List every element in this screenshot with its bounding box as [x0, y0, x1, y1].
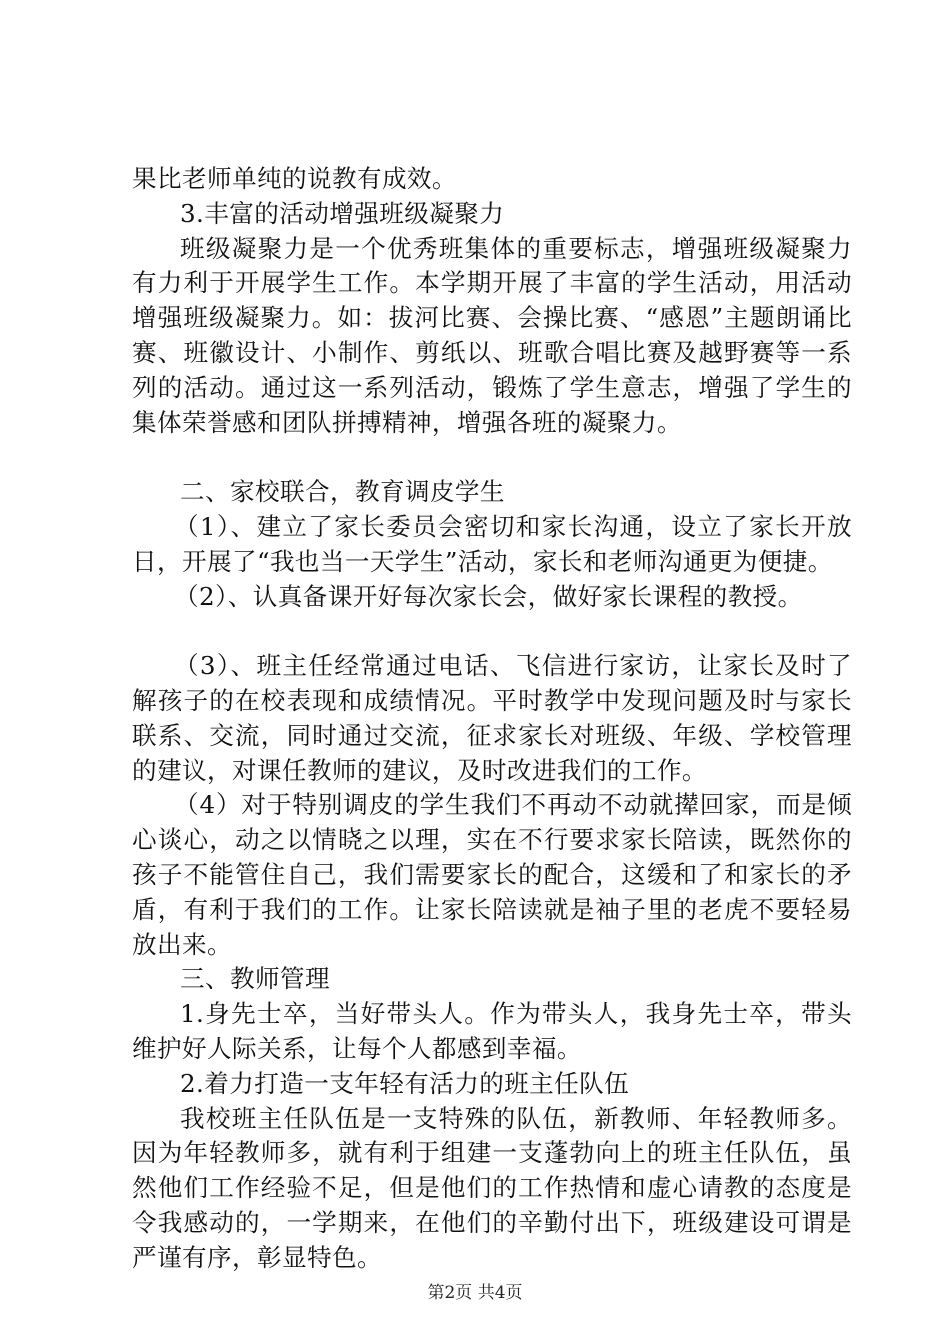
section-heading-teacher-management: 三、教师管理	[180, 964, 330, 994]
paragraph-cohesion: 班级凝聚力是一个优秀班集体的重要标志，增强班级凝聚力有力利于开展学生工作。本学期开展了丰富的学生活动，用活动增强班级凝聚力。如：拔河比赛、会操比赛、“感恩”主题朗诵比赛、班徽设计、小制作、剪纸以、班歌合唱比赛及越野赛等一系列的活动。通过这一系列活动，锻炼了学生意志，增强了学生的集体荣誉感和团队拼搏精神，增强各班的凝聚力。	[132, 233, 852, 437]
paragraph-continuation: 果比老师单纯的说教有成效。	[132, 164, 457, 193]
subheading-team: 2.着力打造一支年轻有活力的班主任队伍	[180, 1068, 630, 1098]
paragraph-item-1: （1）、建立了家长委员会密切和家长沟通，设立了家长开放日，开展了“我也当一天学生”活动，家长和老师沟通更为便捷。	[132, 511, 852, 576]
paragraph-item-4: （4）对于特别调皮的学生我们不再动不动就撵回家，而是倾心谈心，动之以情晓之以理，实在不行要求家长陪读，既然你的孩子不能管住自己，我们需要家长的配合，这缓和了和家长的矛盾，有利于我们的工作。让家长陪读就是袖子里的老虎不要轻易放出来。	[132, 790, 852, 959]
paragraph-team: 我校班主任队伍是一支特殊的队伍，新教师、年轻教师多。因为年轻教师多，就有利于组建一支蓬勃向上的班主任队伍，虽然他们工作经验不足，但是他们的工作热情和虚心请教的态度是令我感动的，一学期来，在他们的辛勤付出下，班级建设可谓是严谨有序，彰显特色。	[132, 1103, 852, 1272]
document-body	[132, 162, 852, 1276]
subheading-activities: 3.丰富的活动增强班级凝聚力	[180, 198, 505, 228]
paragraph-item-3: （3）、班主任经常通过电话、飞信进行家访，让家长及时了解孩子的在校表现和成绩情况。平时教学中发现问题及时与家长联系、交流，同时通过交流，征求家长对班级、年级、学校管理的建议，对课任教师的建议，及时改进我们的工作。	[132, 651, 852, 785]
section-heading-home-school: 二、家校联合，教育调皮学生	[180, 477, 505, 507]
paragraph-gap	[132, 614, 852, 649]
paragraph-gap	[132, 440, 852, 475]
page-number-footer: 第2页 共4页	[427, 1283, 523, 1303]
paragraph-lead-by-example: 1.身先士卒，当好带头人。作为带头人，我身先士卒，带头维护好人际关系，让每个人都感到幸福。	[132, 999, 852, 1063]
paragraph-item-2: （2）、认真备课开好每次家长会，做好家长课程的教授。	[174, 581, 803, 611]
